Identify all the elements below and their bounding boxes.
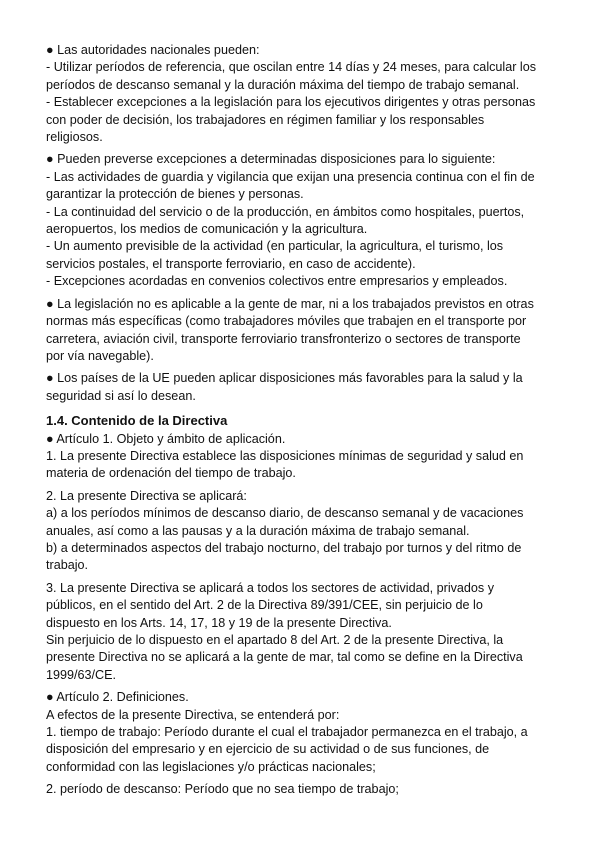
text-line: garantizar la protección de bienes y personas. [46, 187, 304, 202]
paragraph-sea-workers [46, 296, 544, 366]
text-line: 3. La presente Directiva se aplicará a todos los sectores de actividad, privados y [46, 580, 495, 595]
text-line: religiosos. [46, 130, 103, 145]
text-line: aeropuertos, los medios de comunicación y la agricultura. [46, 222, 368, 237]
text-line: seguridad si así lo desean. [46, 388, 196, 403]
text-line: públicos, en el sentido del Art. 2 de la Directiva 89/391/CEE, sin perjuicio de lo [46, 598, 483, 613]
paragraph-article-1-scope [46, 488, 544, 575]
text-line: ● Los países de la UE pueden aplicar disposiciones más favorables para la salud y la [46, 371, 523, 386]
text-line: - Utilizar períodos de referencia, que oscilan entre 14 días y 24 meses, para calcular los [46, 60, 537, 75]
directive-content-section [46, 431, 544, 799]
text-line: anuales, así como a las pausas y a la duración máxima de trabajo semanal. [46, 523, 470, 538]
paragraph-article-1-sectors [46, 580, 544, 684]
text-line: con poder de decisión, los trabajadores en régimen familiar y los responsables [46, 112, 485, 127]
text-line: 2. período de descanso: Período que no sea tiempo de trabajo; [46, 782, 399, 797]
text-line: carretera, aviación civil, transporte ferroviario transfronterizo o sectores de transporte [46, 331, 521, 346]
text-line: presente Directiva no se aplicará a la gente de mar, tal como se define en la Directiva [46, 650, 523, 665]
text-line: 2. La presente Directiva se aplicará: [46, 488, 247, 503]
paragraph-national-authorities [46, 42, 544, 146]
paragraph-rest-period [46, 781, 544, 798]
text-line: - Excepciones acordadas en convenios colectivos entre empresarios y empleados. [46, 274, 508, 289]
text-line: - Establecer excepciones a la legislación para los ejecutivos dirigentes y otras personas [46, 95, 536, 110]
text-line: - Las actividades de guardia y vigilancia que exijan una presencia continua con el fin de [46, 169, 535, 184]
text-line: 1. tiempo de trabajo: Período durante el cual el trabajador permanezca en el trabajo, a [46, 725, 528, 740]
text-line: ● Las autoridades nacionales pueden: [46, 43, 260, 57]
text-line: ● Pueden preverse excepciones a determinadas disposiciones para lo siguiente: [46, 152, 496, 167]
text-line: por vía navegable). [46, 348, 154, 363]
text-line: 1999/63/CE. [46, 667, 117, 682]
text-line: b) a determinados aspectos del trabajo nocturno, del trabajo por turnos y del ritmo de [46, 540, 522, 555]
text-line: ● Artículo 2. Definiciones. [46, 690, 189, 705]
intro-section [46, 42, 544, 405]
text-line: trabajo. [46, 558, 89, 573]
text-line: normas más específicas (como trabajadores móviles que trabajen en el transporte por [46, 314, 527, 329]
text-line: 1. La presente Directiva establece las disposiciones mínimas de seguridad y salud en [46, 448, 524, 463]
text-line: períodos de descanso semanal y la duración máxima del tiempo de trabajo semanal. [46, 77, 520, 92]
text-line: conformidad con las legislaciones y/o prácticas nacionales; [46, 759, 376, 774]
text-line: materia de ordenación del tiempo de trabajo. [46, 466, 296, 481]
paragraph-eu-countries [46, 370, 544, 405]
section-heading: 1.4. Contenido de la Directiva [46, 413, 228, 429]
text-line: ● La legislación no es aplicable a la gente de mar, ni a los trabajados previstos en otras [46, 296, 534, 311]
paragraph-article-2 [46, 689, 544, 776]
text-line: dispuesto en los Arts. 14, 17, 18 y 19 de la presente Directiva. [46, 615, 392, 630]
text-line: - La continuidad del servicio o de la producción, en ámbitos como hospitales, puertos, [46, 204, 525, 219]
paragraph-exceptions [46, 151, 544, 290]
text-line: servicios postales, el transporte ferroviario, en caso de accidente). [46, 256, 416, 271]
text-line: ● Artículo 1. Objeto y ámbito de aplicación. [46, 431, 286, 446]
text-line: disposición del empresario y en ejercicio de su actividad o de sus funciones, de [46, 742, 490, 757]
text-line: A efectos de la presente Directiva, se entenderá por: [46, 707, 340, 722]
paragraph-article-1 [46, 431, 544, 483]
text-line: a) a los períodos mínimos de descanso diario, de descanso semanal y de vacaciones [46, 506, 524, 521]
text-line: Sin perjuicio de lo dispuesto en el apartado 8 del Art. 2 de la presente Directiva, la [46, 633, 504, 647]
text-line: - Un aumento previsible de la actividad (en particular, la agricultura, el turismo, los [46, 239, 504, 254]
